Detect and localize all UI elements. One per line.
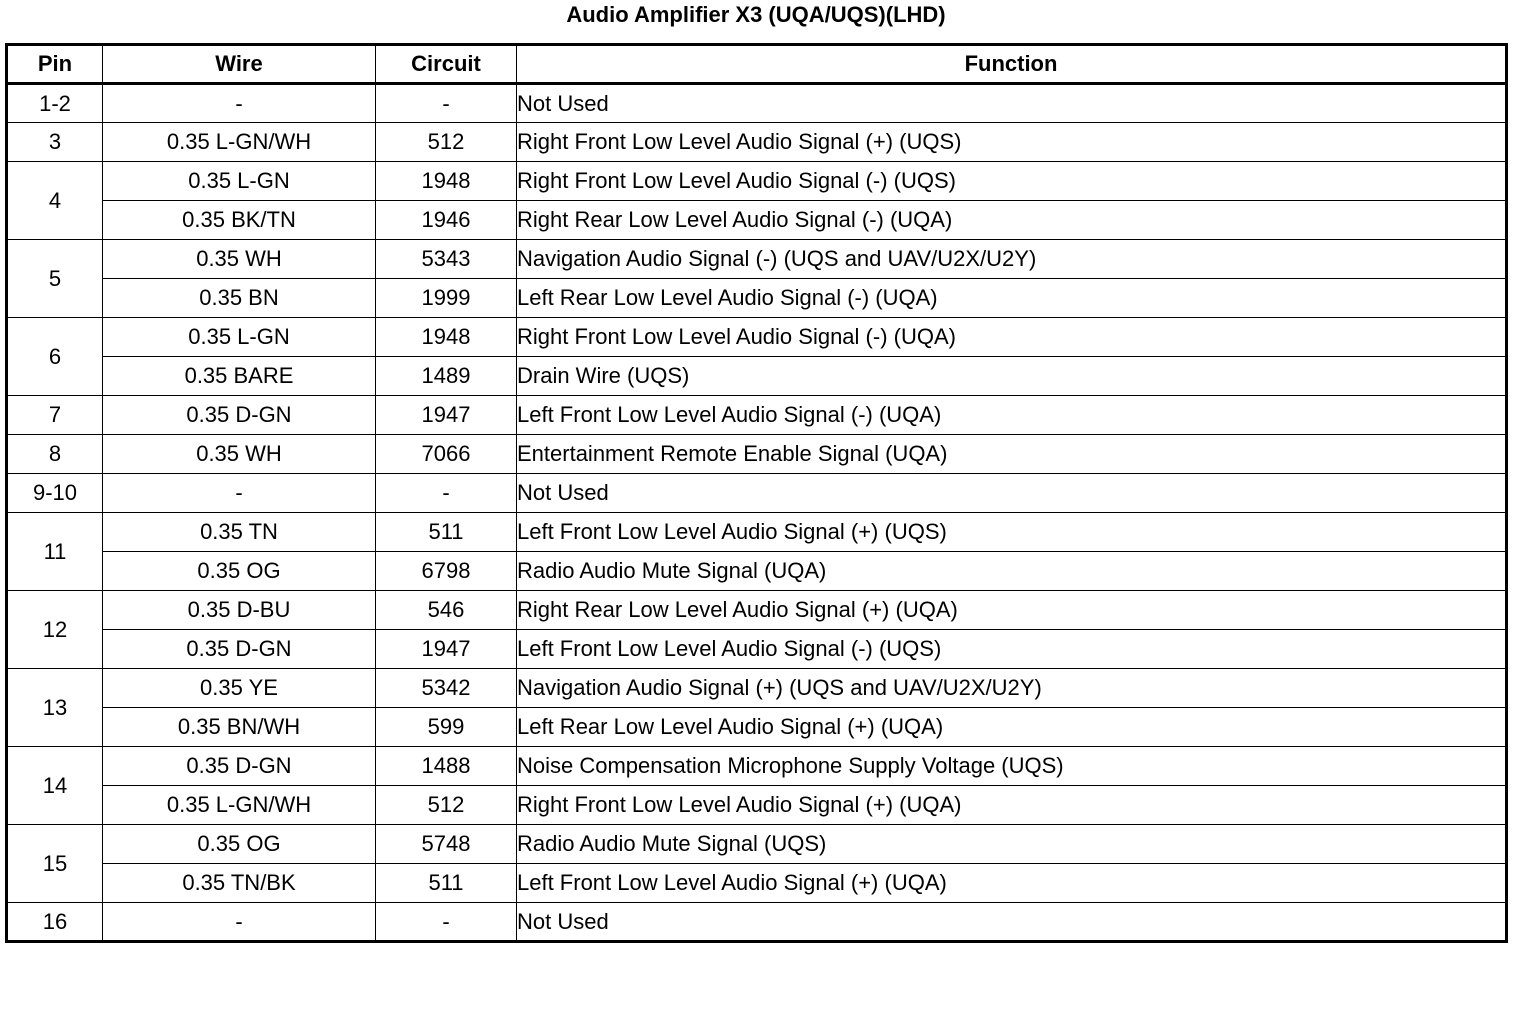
function-cell: Entertainment Remote Enable Signal (UQA) bbox=[517, 435, 1507, 474]
circuit-cell: - bbox=[376, 474, 517, 513]
table-row bbox=[7, 84, 1507, 123]
function-cell: Radio Audio Mute Signal (UQA) bbox=[517, 552, 1507, 591]
wire-cell: 0.35 BN/WH bbox=[103, 708, 376, 747]
wire-cell: - bbox=[103, 474, 376, 513]
column-header-function: Function bbox=[517, 45, 1507, 84]
circuit-cell: - bbox=[376, 903, 517, 942]
function-cell: Navigation Audio Signal (+) (UQS and UAV/U2X/U2Y) bbox=[517, 669, 1507, 708]
circuit-cell: 1489 bbox=[376, 357, 517, 396]
circuit-cell: 5342 bbox=[376, 669, 517, 708]
pin-cell: 3 bbox=[7, 123, 103, 162]
wire-cell: 0.35 L-GN/WH bbox=[103, 786, 376, 825]
function-cell: Not Used bbox=[517, 903, 1507, 942]
header-row bbox=[7, 45, 1507, 84]
table-row bbox=[7, 591, 1507, 630]
wire-cell: 0.35 D-BU bbox=[103, 591, 376, 630]
circuit-cell: 512 bbox=[376, 786, 517, 825]
pin-cell: 6 bbox=[7, 318, 103, 396]
column-header-wire: Wire bbox=[103, 45, 376, 84]
table-row bbox=[7, 786, 1507, 825]
pin-cell: 7 bbox=[7, 396, 103, 435]
table-row bbox=[7, 630, 1507, 669]
pin-cell: 1-2 bbox=[7, 84, 103, 123]
circuit-cell: 1947 bbox=[376, 396, 517, 435]
table-row bbox=[7, 240, 1507, 279]
table-row bbox=[7, 279, 1507, 318]
column-header-pin: Pin bbox=[7, 45, 103, 84]
table-row bbox=[7, 318, 1507, 357]
wire-cell: 0.35 BARE bbox=[103, 357, 376, 396]
function-cell: Left Front Low Level Audio Signal (-) (UQS) bbox=[517, 630, 1507, 669]
wire-cell: 0.35 WH bbox=[103, 435, 376, 474]
wire-cell: 0.35 L-GN bbox=[103, 162, 376, 201]
function-cell: Navigation Audio Signal (-) (UQS and UAV/U2X/U2Y) bbox=[517, 240, 1507, 279]
wire-cell: 0.35 TN/BK bbox=[103, 864, 376, 903]
function-cell: Right Front Low Level Audio Signal (-) (UQS) bbox=[517, 162, 1507, 201]
wire-cell: 0.35 TN bbox=[103, 513, 376, 552]
table-row bbox=[7, 747, 1507, 786]
circuit-cell: 6798 bbox=[376, 552, 517, 591]
table-row bbox=[7, 435, 1507, 474]
table-row bbox=[7, 825, 1507, 864]
circuit-cell: 512 bbox=[376, 123, 517, 162]
table-row bbox=[7, 474, 1507, 513]
pin-cell: 13 bbox=[7, 669, 103, 747]
pin-cell: 11 bbox=[7, 513, 103, 591]
wire-cell: 0.35 BK/TN bbox=[103, 201, 376, 240]
wire-cell: 0.35 L-GN bbox=[103, 318, 376, 357]
function-cell: Right Front Low Level Audio Signal (+) (UQS) bbox=[517, 123, 1507, 162]
circuit-cell: 1946 bbox=[376, 201, 517, 240]
function-cell: Right Rear Low Level Audio Signal (-) (UQA) bbox=[517, 201, 1507, 240]
table-row bbox=[7, 903, 1507, 942]
table-row bbox=[7, 552, 1507, 591]
function-cell: Not Used bbox=[517, 84, 1507, 123]
wire-cell: 0.35 D-GN bbox=[103, 747, 376, 786]
wire-cell: 0.35 WH bbox=[103, 240, 376, 279]
circuit-cell: - bbox=[376, 84, 517, 123]
circuit-cell: 1948 bbox=[376, 162, 517, 201]
function-cell: Left Front Low Level Audio Signal (-) (UQA) bbox=[517, 396, 1507, 435]
circuit-cell: 599 bbox=[376, 708, 517, 747]
pin-cell: 14 bbox=[7, 747, 103, 825]
wire-cell: - bbox=[103, 903, 376, 942]
circuit-cell: 5748 bbox=[376, 825, 517, 864]
wire-cell: 0.35 YE bbox=[103, 669, 376, 708]
wire-cell: 0.35 D-GN bbox=[103, 396, 376, 435]
circuit-cell: 546 bbox=[376, 591, 517, 630]
circuit-cell: 5343 bbox=[376, 240, 517, 279]
table-row bbox=[7, 513, 1507, 552]
wire-cell: 0.35 D-GN bbox=[103, 630, 376, 669]
function-cell: Drain Wire (UQS) bbox=[517, 357, 1507, 396]
function-cell: Right Front Low Level Audio Signal (+) (UQA) bbox=[517, 786, 1507, 825]
function-cell: Left Rear Low Level Audio Signal (+) (UQA) bbox=[517, 708, 1507, 747]
pin-cell: 12 bbox=[7, 591, 103, 669]
function-cell: Radio Audio Mute Signal (UQS) bbox=[517, 825, 1507, 864]
pin-cell: 16 bbox=[7, 903, 103, 942]
document-title: Audio Amplifier X3 (UQA/UQS)(LHD) bbox=[566, 2, 946, 27]
wire-cell: 0.35 L-GN/WH bbox=[103, 123, 376, 162]
wire-cell: - bbox=[103, 84, 376, 123]
table-row bbox=[7, 162, 1507, 201]
pin-cell: 15 bbox=[7, 825, 103, 903]
function-cell: Noise Compensation Microphone Supply Voltage (UQS) bbox=[517, 747, 1507, 786]
wire-cell: 0.35 OG bbox=[103, 825, 376, 864]
function-cell: Left Front Low Level Audio Signal (+) (UQS) bbox=[517, 513, 1507, 552]
function-cell: Right Front Low Level Audio Signal (-) (UQA) bbox=[517, 318, 1507, 357]
pin-cell: 5 bbox=[7, 240, 103, 318]
table-row bbox=[7, 123, 1507, 162]
circuit-cell: 1948 bbox=[376, 318, 517, 357]
table-row bbox=[7, 201, 1507, 240]
function-cell: Left Front Low Level Audio Signal (+) (UQA) bbox=[517, 864, 1507, 903]
pinout-table bbox=[5, 43, 1508, 943]
table-row bbox=[7, 708, 1507, 747]
circuit-cell: 1999 bbox=[376, 279, 517, 318]
circuit-cell: 1488 bbox=[376, 747, 517, 786]
circuit-cell: 511 bbox=[376, 864, 517, 903]
function-cell: Not Used bbox=[517, 474, 1507, 513]
table-row bbox=[7, 669, 1507, 708]
table-row bbox=[7, 357, 1507, 396]
column-header-circuit: Circuit bbox=[376, 45, 517, 84]
wire-cell: 0.35 OG bbox=[103, 552, 376, 591]
pinout-table-body bbox=[7, 84, 1507, 942]
function-cell: Left Rear Low Level Audio Signal (-) (UQA) bbox=[517, 279, 1507, 318]
pin-cell: 9-10 bbox=[7, 474, 103, 513]
pin-cell: 8 bbox=[7, 435, 103, 474]
circuit-cell: 7066 bbox=[376, 435, 517, 474]
circuit-cell: 1947 bbox=[376, 630, 517, 669]
table-row bbox=[7, 396, 1507, 435]
wire-cell: 0.35 BN bbox=[103, 279, 376, 318]
pin-cell: 4 bbox=[7, 162, 103, 240]
function-cell: Right Rear Low Level Audio Signal (+) (UQA) bbox=[517, 591, 1507, 630]
circuit-cell: 511 bbox=[376, 513, 517, 552]
table-row bbox=[7, 864, 1507, 903]
